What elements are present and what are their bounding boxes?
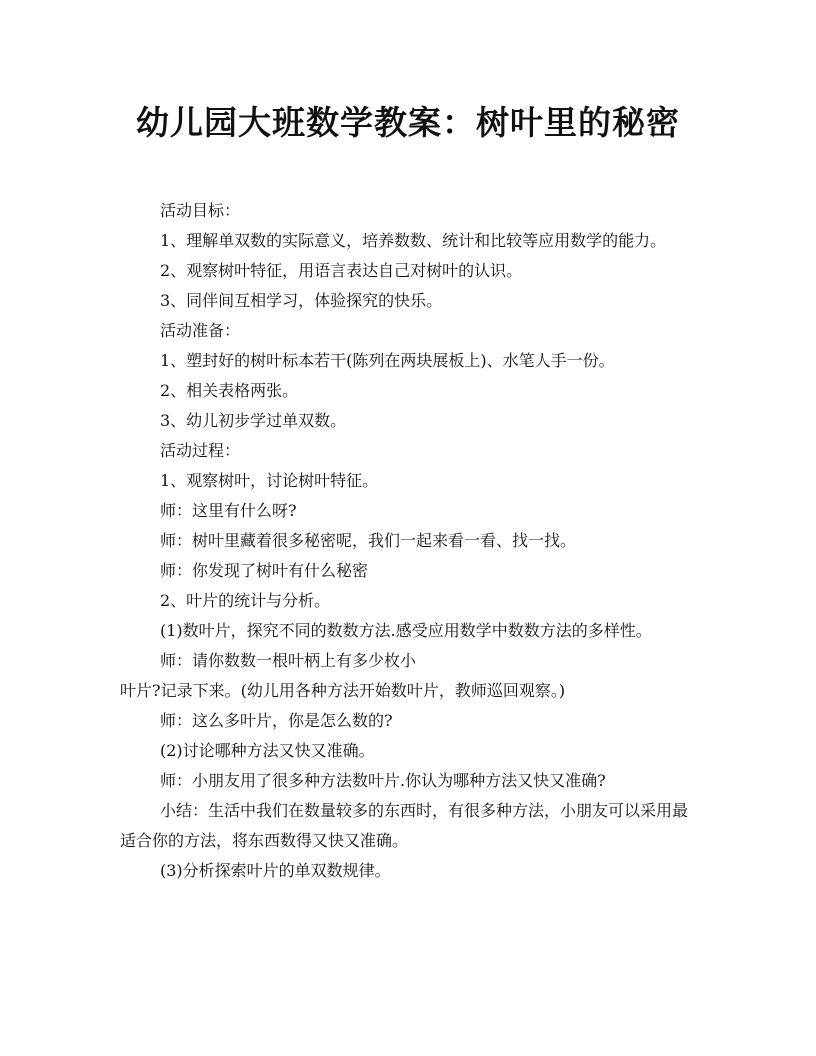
paragraph-teacher-line-5: 师：这么多叶片，你是怎么数的? (160, 711, 393, 730)
paragraph-teacher-line-3: 师：你发现了树叶有什么秘密 (160, 561, 369, 580)
paragraph-goal-1: 1、理解单双数的实际意义，培养数数、统计和比较等应用数学的能力。 (160, 231, 667, 250)
paragraph-record-line: 叶片?记录下来。(幼儿用各种方法开始数叶片，教师巡回观察。) (120, 681, 566, 700)
document-body (120, 196, 700, 886)
paragraph-step-2-3: (3)分析探索叶片的单双数规律。 (160, 861, 391, 880)
paragraph-goal-2: 2、观察树叶特征，用语言表达自己对树叶的认识。 (160, 261, 523, 280)
paragraph-teacher-line-6: 师：小朋友用了很多种方法数叶片.你认为哪种方法又快又准确? (160, 771, 606, 790)
document-title: 幼儿园大班数学教案：树叶里的秘密 (136, 103, 680, 142)
paragraph-summary: 小结：生活中我们在数量较多的东西时，有很多种方法，小朋友可以采用最适合你的方法，将东西数得又快又准确。 (120, 801, 689, 850)
paragraph-preparation-2: 2、相关表格两张。 (160, 381, 299, 400)
paragraph-process-1: 1、观察树叶，讨论树叶特征。 (160, 471, 379, 490)
paragraph-activity-goals-heading: 活动目标： (160, 201, 241, 220)
paragraph-goal-3: 3、同伴间互相学习，体验探究的快乐。 (160, 291, 443, 310)
paragraph-preparation-1: 1、塑封好的树叶标本若干(陈列在两块展板上)、水笔人手一份。 (160, 351, 615, 370)
paragraph-teacher-line-2: 师：树叶里藏着很多秘密呢，我们一起来看一看、找一找。 (160, 531, 577, 550)
paragraph-preparation-3: 3、幼儿初步学过单双数。 (160, 411, 347, 430)
paragraph-process-heading: 活动过程： (160, 441, 241, 460)
paragraph-process-2: 2、叶片的统计与分析。 (160, 591, 331, 610)
paragraph-teacher-line-1: 师：这里有什么呀? (160, 501, 297, 520)
paragraph-step-2-2: (2)讨论哪种方法又快又准确。 (160, 741, 375, 760)
paragraph-step-2-1: (1)数叶片，探究不同的数数方法.感受应用数学中数数方法的多样性。 (160, 621, 652, 640)
paragraph-preparation-heading: 活动准备： (160, 321, 241, 340)
paragraph-teacher-line-4: 师：请你数数一根叶柄上有多少枚小 (160, 651, 417, 670)
